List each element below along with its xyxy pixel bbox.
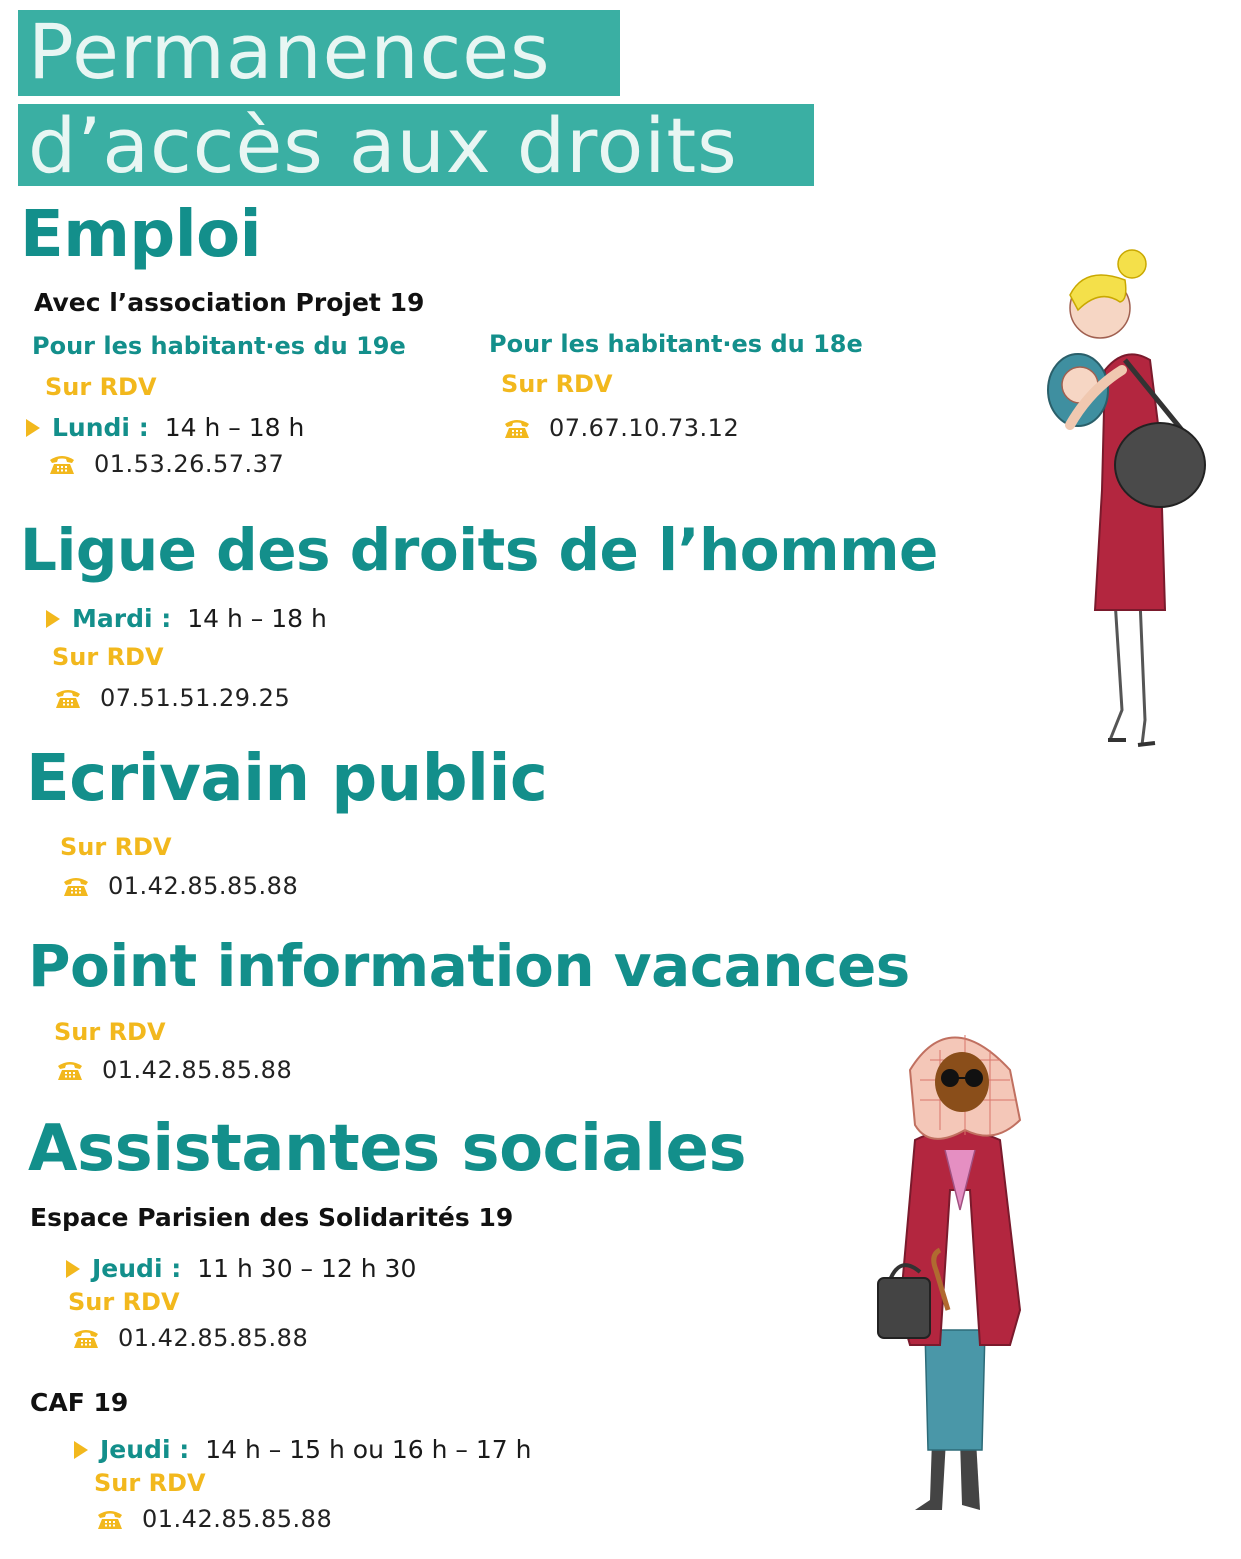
ligue-phone: 07.51.51.29.25 [100, 684, 291, 712]
section-title-assistantes: Assistantes sociales [28, 1112, 747, 1186]
eps-name: Espace Parisien des Solidarités 19 [30, 1203, 514, 1232]
emploi-association: Avec l’association Projet 19 [34, 288, 425, 317]
ligue-schedule [46, 604, 327, 633]
mother-with-baby-illustration [1030, 240, 1220, 750]
caf-day: Jeudi : [100, 1435, 190, 1464]
vacances-phone-row [56, 1056, 292, 1084]
emploi-19-rdv: Sur RDV [45, 373, 157, 401]
ligue-rdv: Sur RDV [52, 643, 164, 671]
caf-phone: 01.42.85.85.88 [142, 1505, 333, 1533]
phone-icon [503, 417, 531, 439]
caf-name: CAF 19 [30, 1388, 129, 1417]
vacances-rdv: Sur RDV [54, 1018, 166, 1046]
ecrivain-phone: 01.42.85.85.88 [108, 872, 299, 900]
emploi-18-phone-row [503, 414, 739, 442]
title-banner-line1 [18, 7, 620, 96]
emploi-19-day: Lundi : [52, 413, 149, 442]
title-banner-line2 [18, 101, 814, 190]
phone-icon [56, 1059, 84, 1081]
emploi-19-phone-row [48, 450, 284, 478]
emploi-18-phone: 07.67.10.73.12 [549, 414, 740, 442]
emploi-18-label: Pour les habitant·es du 18e [489, 330, 863, 358]
woman-with-headscarf-illustration [870, 1010, 1060, 1530]
caf-schedule [74, 1435, 531, 1464]
eps-day: Jeudi : [92, 1254, 182, 1283]
phone-icon [72, 1327, 100, 1349]
ecrivain-rdv: Sur RDV [60, 833, 172, 861]
ligue-day: Mardi : [72, 604, 172, 633]
emploi-19-phone: 01.53.26.57.37 [94, 450, 285, 478]
title-line1: Permanences [28, 7, 551, 96]
vacances-phone: 01.42.85.85.88 [102, 1056, 293, 1084]
ligue-hours: 14 h – 18 h [187, 604, 327, 633]
bullet-triangle-icon [66, 1260, 80, 1278]
ligue-phone-row [54, 684, 290, 712]
eps-schedule [66, 1254, 416, 1283]
section-title-emploi: Emploi [20, 198, 262, 272]
eps-hours: 11 h 30 – 12 h 30 [197, 1254, 417, 1283]
caf-rdv: Sur RDV [94, 1469, 206, 1497]
eps-phone-row [72, 1324, 308, 1352]
phone-icon [48, 453, 76, 475]
bullet-triangle-icon [26, 419, 40, 437]
section-title-vacances: Point information vacances [28, 932, 910, 1000]
ecrivain-phone-row [62, 872, 298, 900]
section-title-ecrivain: Ecrivain public [26, 742, 548, 816]
emploi-19-schedule [26, 413, 304, 442]
phone-icon [54, 687, 82, 709]
section-title-ligue: Ligue des droits de l’homme [20, 516, 938, 584]
emploi-19-hours: 14 h – 18 h [164, 413, 305, 442]
phone-icon [62, 875, 90, 897]
bullet-triangle-icon [46, 610, 60, 628]
eps-rdv: Sur RDV [68, 1288, 180, 1316]
eps-phone: 01.42.85.85.88 [118, 1324, 309, 1352]
caf-phone-row [96, 1505, 332, 1533]
caf-hours: 14 h – 15 h ou 16 h – 17 h [205, 1435, 532, 1464]
bullet-triangle-icon [74, 1441, 88, 1459]
emploi-18-rdv: Sur RDV [501, 370, 613, 398]
emploi-19-label: Pour les habitant·es du 19e [32, 332, 406, 360]
title-line2: d’accès aux droits [28, 101, 738, 190]
phone-icon [96, 1508, 124, 1530]
